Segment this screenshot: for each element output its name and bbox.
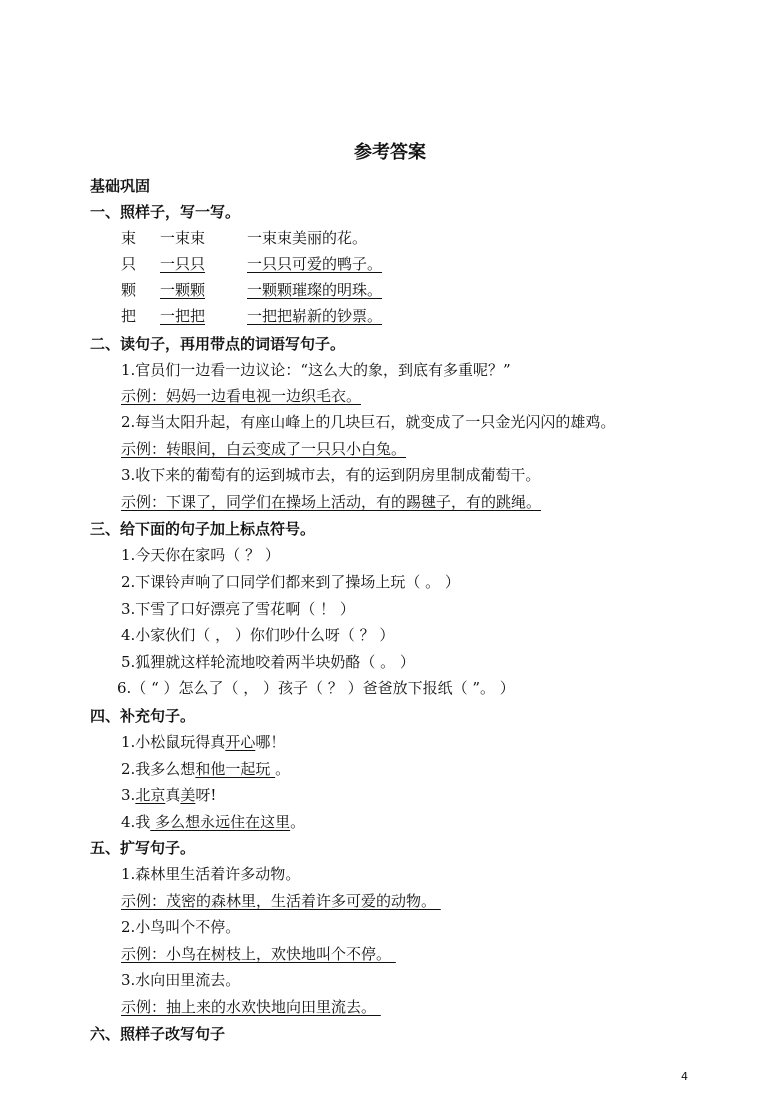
- q4-answer: 美: [180, 786, 196, 804]
- q4-answer: 多么想永远住在这里: [150, 813, 291, 831]
- q1-word: 一只只: [160, 255, 206, 273]
- q4-item-2: [121, 759, 290, 779]
- q2-example-3: 示例：下课了，同学们在操场上活动，有的踢毽子，有的跳绳。: [121, 493, 542, 511]
- page-number: 4: [681, 1070, 688, 1083]
- q4-text: 真: [165, 786, 181, 804]
- q1-char: 颗: [121, 281, 137, 299]
- q4-item-3: [121, 785, 216, 805]
- q1-phrase: 一颗颗璀璨的明珠。: [247, 281, 383, 299]
- q1-char: 只: [121, 255, 137, 273]
- q4-text: 哪！: [255, 733, 286, 751]
- q4-answer: 北京: [135, 786, 166, 804]
- q1-word: 一束束: [160, 229, 206, 247]
- q1-row-3: [0, 280, 780, 300]
- q1-char: 把: [121, 307, 137, 325]
- q3-item-3: 3.下雪了口好漂亮了雪花啊（ ！ ）: [121, 600, 355, 618]
- q2-example-1: 示例：妈妈一边看电视一边织毛衣。: [121, 387, 362, 405]
- q3-item-1: 1.今天你在家吗（ ？ ）: [121, 546, 280, 564]
- q4-text: 呀!: [195, 786, 217, 804]
- q4-text: 。: [290, 813, 306, 831]
- q1-word: 一颗颗: [160, 281, 206, 299]
- q4-heading: 四、补充句子。: [90, 707, 196, 725]
- q4-item-1: [121, 732, 285, 752]
- q1-row-2: [0, 254, 780, 274]
- q2-sentence-2: 2.每当太阳升起，有座山峰上的几块巨石，就变成了一只金光闪闪的雄鸡。: [121, 413, 616, 431]
- q1-heading: 一、照样子，写一写。: [90, 203, 241, 221]
- section-basic-heading: 基础巩固: [90, 177, 151, 195]
- q4-text: 1.小松鼠玩得真: [121, 733, 226, 751]
- q2-heading: 二、读句子，再用带点的词语写句子。: [90, 335, 346, 353]
- q2-sentence-3: 3.收下来的葡萄有的运到城市去，有的运到阴房里制成葡萄干。: [121, 466, 541, 484]
- q3-item-6: 6.（ “ ）怎么了（ ， ）孩子（ ？ ）爸爸放下报纸（ ”。 ）: [117, 679, 515, 697]
- q3-item-2: 2.下课铃声响了口同学们都来到了操场上玩（ 。 ）: [121, 573, 460, 591]
- q1-phrase: 一束束美丽的花。: [247, 229, 368, 247]
- q3-item-4: 4.小家伙们（ ， ）你们吵什么呀（ ？ ）: [121, 626, 395, 644]
- q3-heading: 三、给下面的句子加上标点符号。: [90, 520, 316, 538]
- q1-word: 一把把: [160, 307, 206, 325]
- q4-item-4: [121, 812, 305, 832]
- q1-row-4: [0, 306, 780, 326]
- q2-sentence-1: 1.官员们一边看一边议论：“这么大的象，到底有多重呢？”: [121, 361, 511, 379]
- q1-phrase: 一只只可爱的鸭子。: [247, 255, 383, 273]
- q5-example-1: 示例：茂密的森林里，生活着许多可爱的动物。: [121, 892, 441, 910]
- q5-sentence-1: 1.森林里生活着许多动物。: [121, 865, 301, 883]
- q5-sentence-3: 3.水向田里流去。: [121, 971, 241, 989]
- q4-answer: 开心: [225, 733, 256, 751]
- page-title: 参考答案: [354, 142, 426, 163]
- q1-phrase: 一把把崭新的钞票。: [247, 307, 383, 325]
- q4-text: 2.我多么想: [121, 760, 196, 778]
- q5-heading: 五、扩写句子。: [90, 839, 196, 857]
- q4-answer: 和他一起玩: [195, 760, 276, 778]
- q5-example-3: 示例：抽上来的水欢快地向田里流去。: [121, 998, 381, 1016]
- q4-text: 。: [275, 760, 291, 778]
- q2-example-2: 示例：转眼间，白云变成了一只只小白兔。: [121, 440, 407, 458]
- q3-item-5: 5.狐狸就这样轮流地咬着两半块奶酪（ 。 ）: [121, 653, 415, 671]
- q5-example-2: 示例：小鸟在树枝上，欢快地叫个不停。: [121, 945, 396, 963]
- q1-row-1: [0, 228, 780, 248]
- q4-text: 4.我: [121, 813, 151, 831]
- q5-sentence-2: 2.小鸟叫个不停。: [121, 918, 241, 936]
- q6-heading: 六、照样子改写句子: [90, 1025, 226, 1043]
- q1-char: 束: [121, 229, 137, 247]
- q4-text: 3.: [121, 786, 136, 804]
